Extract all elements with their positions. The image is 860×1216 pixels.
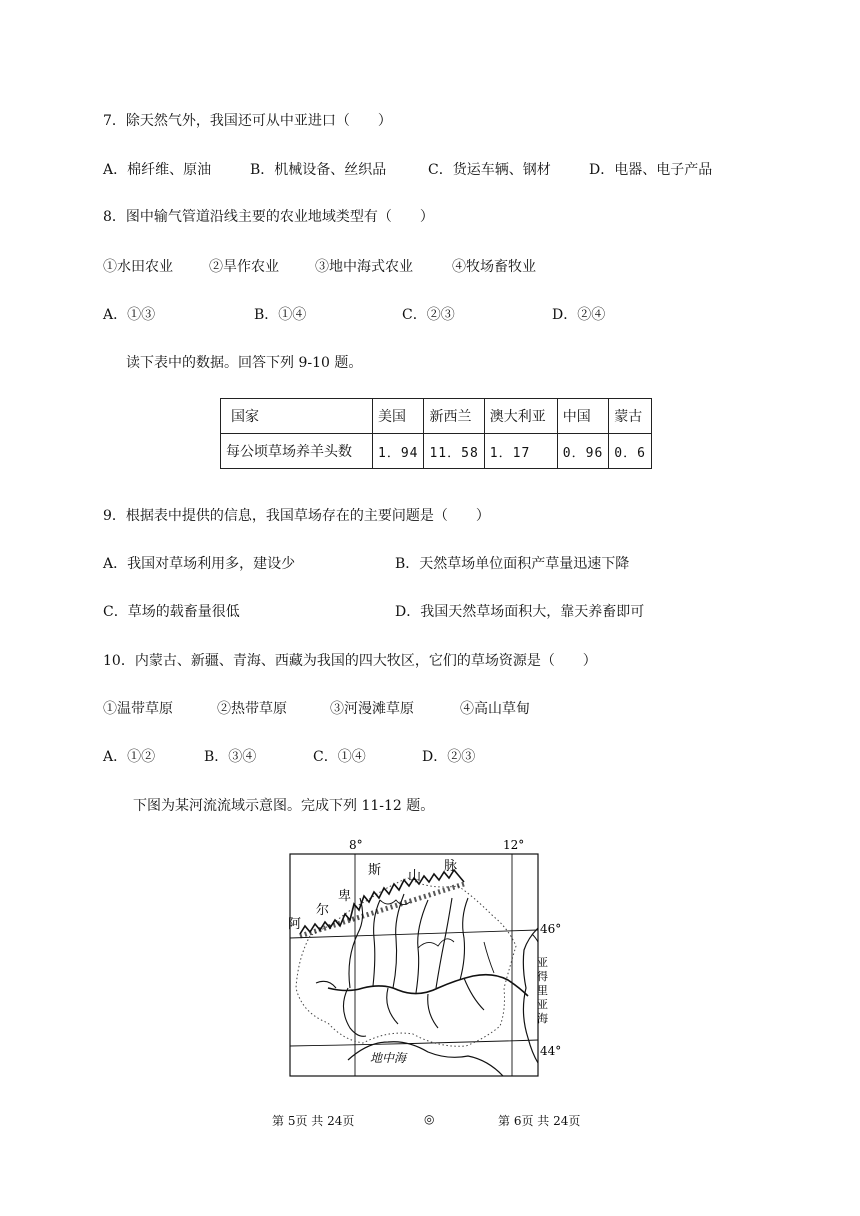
q7-option-b: B．机械设备、丝织品 — [250, 162, 387, 178]
q8-item-3: ③地中海式农业 — [315, 259, 413, 275]
q8-option-d: D．②④ — [552, 307, 606, 323]
map-frame — [290, 854, 538, 1076]
footer-center-mark: ◎ — [424, 1112, 435, 1126]
q10-item-1: ①温带草原 — [103, 701, 173, 717]
table-cell: 11．58 — [424, 434, 484, 469]
footer-right-page: 第 6页 共 24页 — [498, 1114, 581, 1128]
lat-label-46: 46° — [540, 922, 562, 936]
q8-option-a: A．①③ — [103, 307, 156, 323]
tributary — [464, 978, 484, 1010]
q7-option-d: D．电器、电子产品 — [589, 162, 713, 178]
q8-option-c: C．②③ — [402, 307, 455, 323]
q8-item-4: ④牧场畜牧业 — [452, 259, 536, 275]
table-header-row — [221, 399, 652, 434]
q8-item-1: ①水田农业 — [103, 259, 173, 275]
table-header-cell: 国家 — [221, 399, 373, 434]
q10-item-2: ②热带草原 — [217, 701, 287, 717]
q10-item-4: ④高山草甸 — [460, 701, 530, 717]
adriatic-label-char: 亚 — [537, 956, 548, 969]
lon-label-12: 12° — [503, 838, 525, 852]
table-cell: 0．6 — [609, 434, 652, 469]
tributary — [393, 894, 404, 988]
tributary — [316, 981, 336, 988]
tributary — [428, 994, 438, 1028]
q8-item-2: ②旱作农业 — [209, 259, 279, 275]
q10-option-c: C．①④ — [313, 749, 366, 765]
adriatic-label-char: 海 — [537, 1012, 548, 1025]
q9-option-a: A．我国对草场利用多，建设少 — [103, 556, 296, 572]
table-row — [221, 434, 652, 469]
adriatic-label-char: 亚 — [537, 998, 548, 1011]
tributary — [436, 898, 452, 988]
table-cell: 每公顷草场养羊头数 — [221, 434, 373, 469]
table-header-cell: 中国 — [557, 399, 608, 434]
q9-option-c: C．草场的载畜量很低 — [103, 604, 240, 620]
table-header-cell: 蒙古 — [609, 399, 652, 434]
q10-stem: 10．内蒙古、新疆、青海、西藏为我国的四大牧区，它们的草场资源是（ ） — [103, 653, 597, 669]
q8-stem: 8．图中输气管道沿线主要的农业地域类型有（ ） — [103, 209, 434, 225]
mountain-label-char: 斯 — [368, 863, 382, 878]
footer-left-page: 第 5页 共 24页 — [272, 1114, 355, 1128]
mountain-label-char: 阿 — [288, 917, 302, 932]
river-basin-map-graphic — [288, 838, 570, 1080]
tributary — [373, 900, 380, 986]
mountain-label-char: 山 — [408, 869, 422, 884]
q7-stem: 7．除天然气外，我国还可从中亚进口（ ） — [103, 113, 392, 129]
table-cell: 0．96 — [557, 434, 608, 469]
q7-option-c: C．货运车辆、钢材 — [428, 162, 551, 178]
latitude-line-46 — [290, 930, 538, 938]
q9-stem: 9．根据表中提供的信息，我国草场存在的主要问题是（ ） — [103, 508, 490, 524]
sheep-per-hectare-table — [220, 398, 652, 469]
adriatic-label-char: 得 — [537, 970, 548, 983]
tributary-headwater — [418, 939, 454, 948]
lat-label-44: 44° — [540, 1044, 562, 1058]
river-basin-map — [288, 838, 570, 1080]
mediterranean-label: 地中海 — [370, 1051, 407, 1065]
intro-9-10: 读下表中的数据。回答下列 9-10 题。 — [126, 355, 363, 371]
table-cell: 1．17 — [484, 434, 557, 469]
q7-option-a: A．棉纤维、原油 — [103, 162, 212, 178]
table-header-cell: 美国 — [373, 399, 424, 434]
tributary — [484, 942, 494, 973]
adriatic-coast — [523, 928, 538, 1063]
mountain-label-char: 卑 — [338, 889, 352, 904]
q10-option-d: D．②③ — [422, 749, 476, 765]
q9-option-b: B．天然草场单位面积产草量迅速下降 — [395, 556, 630, 572]
q10-option-a: A．①② — [103, 749, 156, 765]
q9-option-d: D．我国天然草场面积大，靠天养畜即可 — [395, 604, 645, 620]
table-header-cell: 新西兰 — [424, 399, 484, 434]
q10-item-3: ③河漫滩草原 — [330, 701, 414, 717]
table-header-cell: 澳大利亚 — [484, 399, 557, 434]
intro-11-12: 下图为某河流流域示意图。完成下列 11-12 题。 — [133, 798, 435, 814]
q10-option-b: B．③④ — [204, 749, 257, 765]
tributary — [460, 898, 468, 980]
lon-label-8: 8° — [349, 838, 363, 852]
adriatic-coast-detail — [532, 934, 538, 942]
adriatic-label-char: 里 — [537, 984, 548, 997]
mountain-label-char: 脉 — [444, 859, 458, 874]
tributary — [387, 988, 398, 1024]
tributary — [349, 898, 363, 988]
q8-option-b: B．①④ — [254, 307, 307, 323]
tributary — [416, 900, 428, 993]
table-cell: 1．94 — [373, 434, 424, 469]
mountain-label-char: 尔 — [316, 903, 330, 918]
main-river — [328, 975, 528, 996]
